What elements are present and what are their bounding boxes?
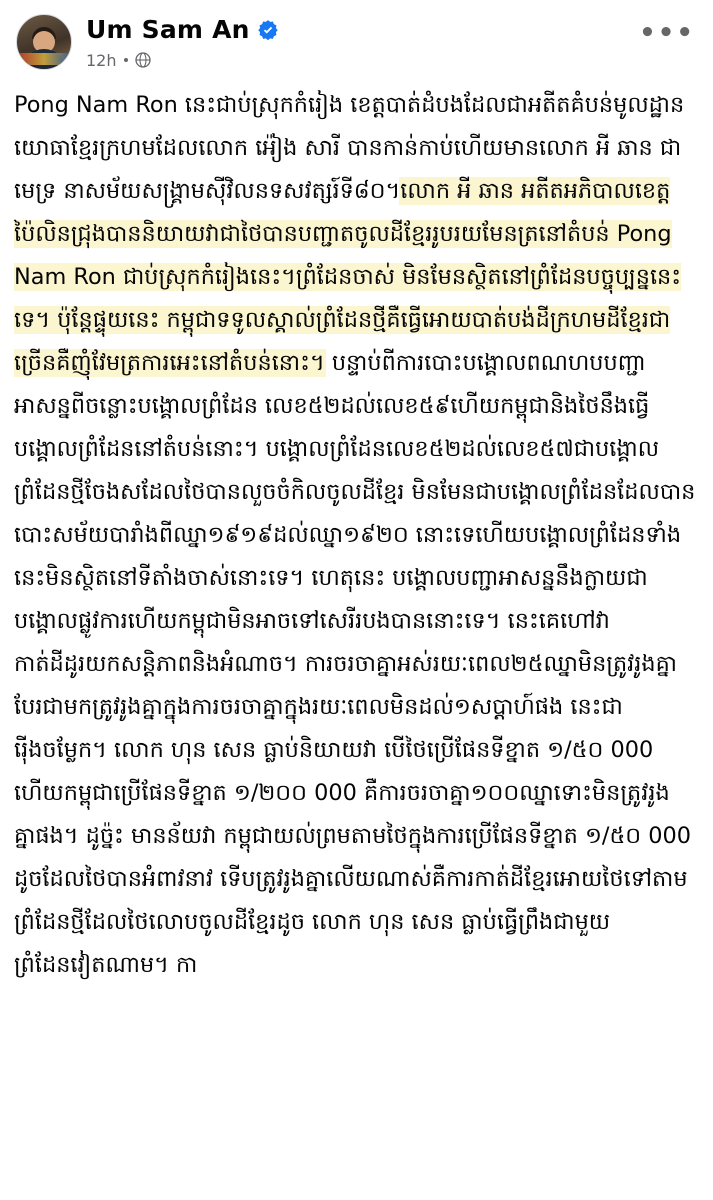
globe-icon[interactable]	[135, 52, 151, 68]
post-more-options-button[interactable]: •••	[639, 18, 695, 48]
author-name[interactable]: Um Sam An	[86, 15, 250, 44]
meta-separator-dot	[124, 58, 128, 62]
avatar[interactable]	[16, 14, 72, 70]
post-meta	[86, 51, 279, 70]
post-text-segment-4: បន្ទាប់ពីការបោះបង្គោលពណហបបញ្ជាអាសន្នពីចន្លោះបង្គោលព្រំដែន លេខ៥២ដល់លេខ៥៩ហើយកម្ពុជានិងថៃនឹងធ្វើបង្គោលព្រំដែននៅតំបន់នោះ។ បង្គោលព្រំដែនលេខ៥២ដល់លេខ៥៧ជាបង្គោលព្រំដែនថ្មីចែងសដែលថៃបានលួចចំកិលចូលដីខ្មែរ មិនមែនជាបង្គោលព្រំដែនដែលបានបោះសម័យបារាំងពីឈ្នា១៩១៩ដល់ឈ្នា១៩២០ នោះទេហើយបង្គោលព្រំដែនទាំងនេះមិនស្ថិតនៅទីតាំងចាស់នោះទេ។ ហេតុនេះ បង្គោលបញ្ជាអាសន្ននឹងក្លាយជាបង្គោលផ្លូវការហើយកម្ពុជាមិនអាចទៅសេរីរបងបាននោះទេ។ នេះគេហៅវា កាត់ដីដូរយកសន្តិភាពនិងអំណាច។ ការចរចាគ្នាអស់រយៈពេល២៥ឈ្នាមិនត្រូវរូងគ្នា បែរជាមកត្រូវរូងគ្នាក្នុងការចរចាគ្នាក្នុងរយៈពេលមិនដល់១សប្តាហ៍ផង នេះជារ៉ើងចម្លែក។ លោក ហុន សេន ធ្លាប់និយាយវា បើថៃប្រើផែនទីខ្នាត ១/៥០ 000 ហើយកម្ពុជាប្រើផែនទីខ្នាត ១/២០០ 000 គឺការចរចាគ្នា១០០ឈ្នាទោះមិនត្រូវរូងគ្នាផង។ ដូច្ន៉ះ មានន័យវា កម្ពុជាយល់ព្រមតាមថៃក្នុងការប្រើផែនទីខ្នាត ១/៥០ 000 ដូចដែលថៃបានអំពាវនាវ ទើបត្រូវរូងគ្នាលើយណាស់គឺការកាត់ដីខ្មែរអោយថៃទៅតាមព្រំដែនថ្មីដែលថៃលោបចូលដីខ្មែរដូច លោក ហុន សេន ធ្លាប់ធ្វើព្រឹងជាមួយព្រំដែនវៀតណាម។ កា	[14, 350, 696, 978]
post-text-segment-0: Pong Nam Ron	[14, 92, 185, 118]
post-text-segment-2-highlighted: លោក អី ឆាន អតីតអភិបាលខេត្តប៉ៃលិនជ្រុងបាននិយាយវាជាថៃបានបញ្ជាតចូលដីខ្មែររូបរយមែនត្រនៅតំបន់ Pong Nam Ron ជាប់ស្រុកកំរៀងនេះ។	[14, 178, 672, 290]
post-header	[0, 0, 713, 74]
post-text-segment-3-highlighted: ព្រំដែនចាស់ មិនមែនស្ថិតនៅព្រំដែនបច្ចុប្បន្ននេះទេ។ ប៉ុន្តែផ្ទុយនេះ កម្ពុជាទទូលស្គាល់ព្រំដែនថ្មីគឺធ្វើអោយបាត់បង់ដីក្រហមដីខ្មែរជាច្រើនគឺញុំវែមត្រការអេះនៅតំបន់នោះ។	[14, 264, 682, 376]
post-timestamp[interactable]: 12h	[86, 50, 117, 70]
post-text-body	[0, 74, 713, 987]
post-text-segment-1: នេះជាប់ស្រុកកំរៀង ខេត្តបាត់ដំបងដែលជាអតីតគំបន់មូលដ្ឋានយោធាខ្មែរក្រហមដែលលោក អ៉ៀង សារី បានកាន់កាប់ហើយមានលោក អី ឆាន ជាមេទ្រ នាសម័យសង្គ្រាមស៊ីវិលនទសវត្សរ៍ទី៨០។	[14, 92, 685, 204]
author-row	[86, 16, 279, 44]
post-header-text	[86, 14, 279, 70]
verified-badge-icon	[257, 19, 279, 41]
avatar-frame-ribbon	[17, 53, 71, 65]
